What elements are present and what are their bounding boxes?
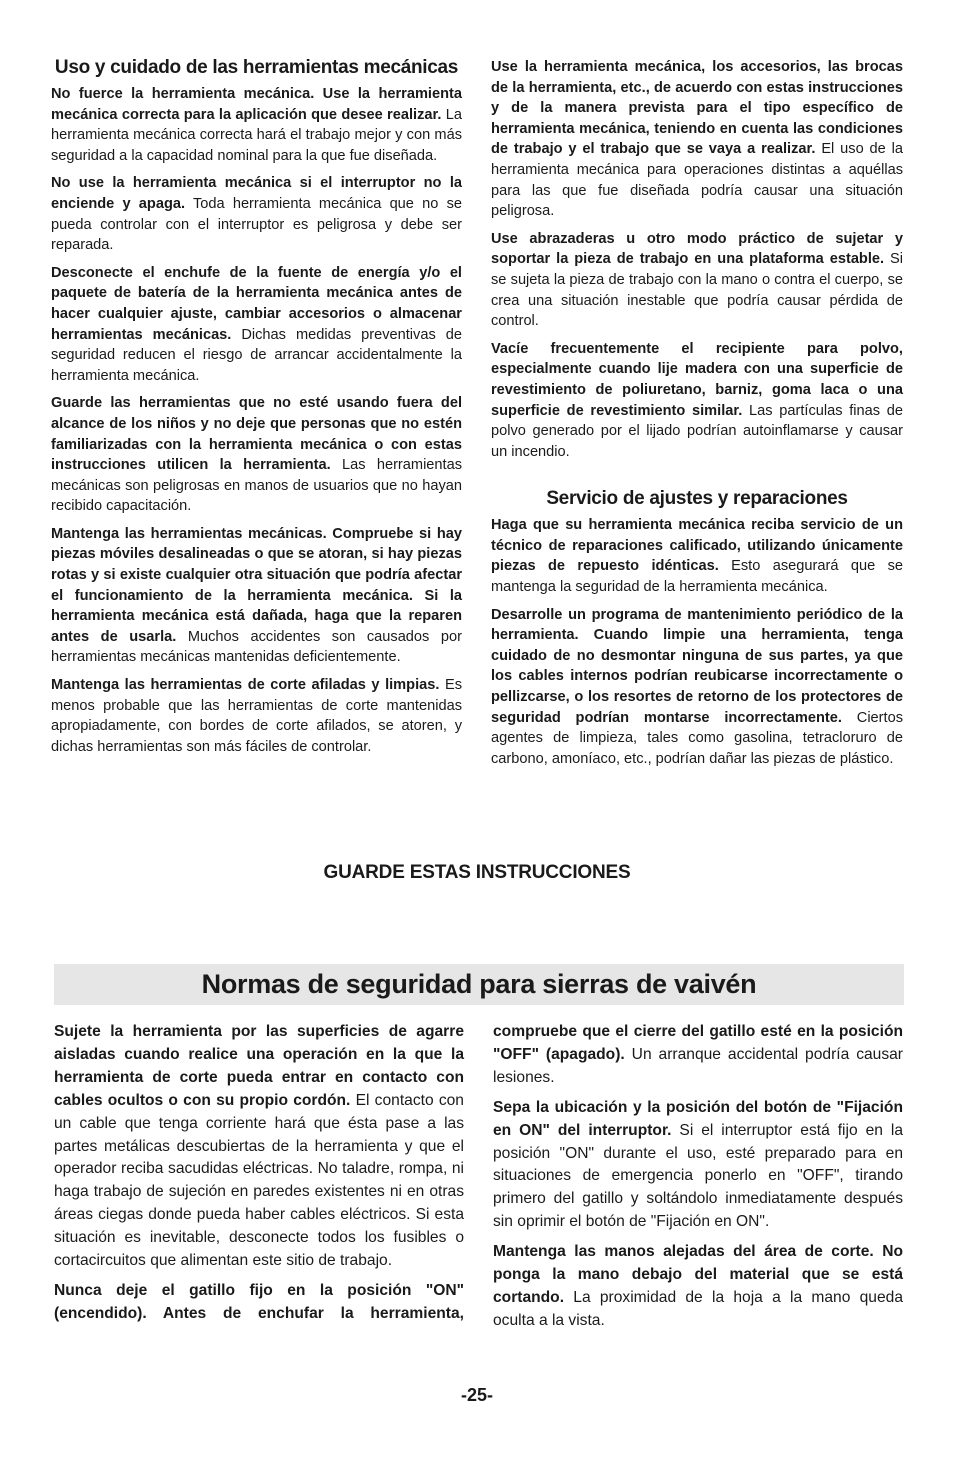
section-heading-service: Servicio de ajustes y reparaciones — [546, 488, 848, 510]
section-heading-use-care: Uso y cuidado de las herramientas mecánicas — [54, 57, 459, 78]
paragraph: Mantenga las herramientas mecánicas. Compruebe si hay piezas móviles desalineadas o que se atoran, si hay piezas rotas y si existe cualquier otra situación que podría afectar el funcionamiento de la herramienta mecánica. Si la herramienta mecánica está dañada, haga que la reparen antes de usarla. Muchos accidentes son causados por herramientas mecánicas mantenidas deficientemente. — [51, 525, 462, 666]
paragraph-split-start: Nunca deje el gatillo fijo en la posición "ON" (encendido). Antes de enchufar la herramienta, — [54, 1281, 464, 1322]
paragraph: Mantenga las herramientas de corte afiladas y limpias. Es menos probable que las herramientas de corte mantenidas apropiadamente, con bordes de corte afilados, se atoren, y dichas herramientas son más fáciles de controlar. — [51, 677, 462, 755]
paragraph: Haga que su herramienta mecánica reciba servicio de un técnico de reparaciones calificado, utilizando únicamente piezas de repuesto idénticas. Esto asegurará que se mantenga la seguridad de la herramienta mecánica. — [491, 517, 903, 596]
paragraph: Desconecte el enchufe de la fuente de energía y/o el paquete de batería de la herramienta mecánica antes de hacer cualquier ajuste, cambiar accesorios o almacenar herramientas mecánicas. Dichas medidas preventivas de seguridad reducen el riesgo de arrancar accidentalmente la herramienta mecánica. — [51, 264, 462, 384]
paragraph: Desarrolle un programa de mantenimiento periódico de la herramienta. Cuando limpie una herramienta, tenga cuidado de no desmontar ninguna de sus partes, ya que los cables internos podrían reubicarse incorrectamente o pellizcarse, o los resortes de retorno de los protectores de seguridad podrían montarse incorrectamente. Ciertos agentes de limpieza, tales como gasolina, tetracloruro de carbono, amoníaco, etc., podrían dañar las piezas de plástico. — [491, 606, 903, 767]
jigsaw-safety-banner: Normas de seguridad para sierras de vaivén — [54, 964, 904, 1005]
upper-right-column — [491, 57, 903, 776]
paragraph: No fuerce la herramienta mecánica. Use la herramienta mecánica correcta para la aplicación que desee realizar. La herramienta mecánica correcta hará el trabajo mejor y con más seguridad a la capacidad nominal para la que fue diseñada. — [51, 86, 462, 164]
page-number: -25- — [460, 1385, 493, 1405]
paragraph: Vacíe frecuentemente el recipiente para polvo, especialmente cuando lije madera con una superficie de revestimiento de poliuretano, barniz, goma laca o una superficie de revestimiento similar. Las partículas finas de polvo generado por el lijado podrían autoinflamarse y causar un incendio. — [491, 340, 903, 460]
paragraph: Use abrazaderas u otro modo práctico de sujetar y soportar la pieza de trabajo en una plataforma estable. Si se sujeta la pieza de trabajo con la mano o contra el cuerpo, se crea una situación inestable que podría causar pérdida de control. — [491, 230, 904, 330]
upper-left-column — [51, 57, 462, 764]
lower-left-column — [54, 1021, 464, 1333]
paragraph: Sujete la herramienta por las superficies de agarre aisladas cuando realice una operación en la que la herramienta de corte pueda entrar en contacto con cables ocultos o con su propio cordón. El contacto con un cable que tenga corriente hará que ésta pase a las partes metálicas descubiertas de la herramienta y que el operador reciba sacudidas eléctricas. No taladre, rompa, ni haga trabajo de sujeción en paredes existentes ni en otras áreas ciegas donde pueda haber cables eléctricos. Si esta situación es inevitable, desconecte todos los fusibles o cortacircuitos que alimentan este sitio de trabajo. — [54, 1023, 464, 1270]
paragraph: No use la herramienta mecánica si el interruptor no la enciende y apaga. Toda herramienta mecánica que no se pueda controlar con el interruptor es peligrosa y debe ser reparada. — [51, 175, 462, 254]
paragraph: Guarde las herramientas que no esté usando fuera del alcance de los niños y no deje que personas que no estén familiarizadas con la herramienta mecánica o con estas instrucciones utilicen la herramienta. Las herramientas mecánicas son peligrosas en manos de usuarios que no hayan recibido capacitación. — [51, 395, 463, 515]
lower-right-column — [493, 1021, 903, 1340]
paragraph-split-end: compruebe que el cierre del gatillo esté en la posición "OFF" (apagado). Un arranque accidental podría causar lesiones. — [493, 1023, 903, 1086]
save-instructions-heading: GUARDE ESTAS INSTRUCCIONES — [323, 862, 631, 883]
paragraph: Mantenga las manos alejadas del área de corte. No ponga la mano debajo del material que se está cortando. La proximidad de la hoja a la mano queda oculta a la vista. — [493, 1243, 903, 1329]
paragraph: Sepa la ubicación y la posición del botón de "Fijación en ON" del interruptor. Si el interruptor está fijo en la posición "ON" durante el uso, esté preparado para en situaciones de emergencia ponerlo en "OFF", tirando primero del gatillo y soltándolo inmediatamente después sin oprimir el botón de "Fijación en ON". — [493, 1098, 903, 1231]
paragraph: Use la herramienta mecánica, los accesorios, las brocas de la herramienta, etc., de acuerdo con estas instrucciones y de la manera prevista para el tipo específico de herramienta mecánica, teniendo en cuenta las condiciones de trabajo y el trabajo que se vaya a realizar. El uso de la herramienta mecánica para operaciones distintas a aquéllas para las que fue diseñada podría causar una situación peligrosa. — [491, 59, 903, 220]
